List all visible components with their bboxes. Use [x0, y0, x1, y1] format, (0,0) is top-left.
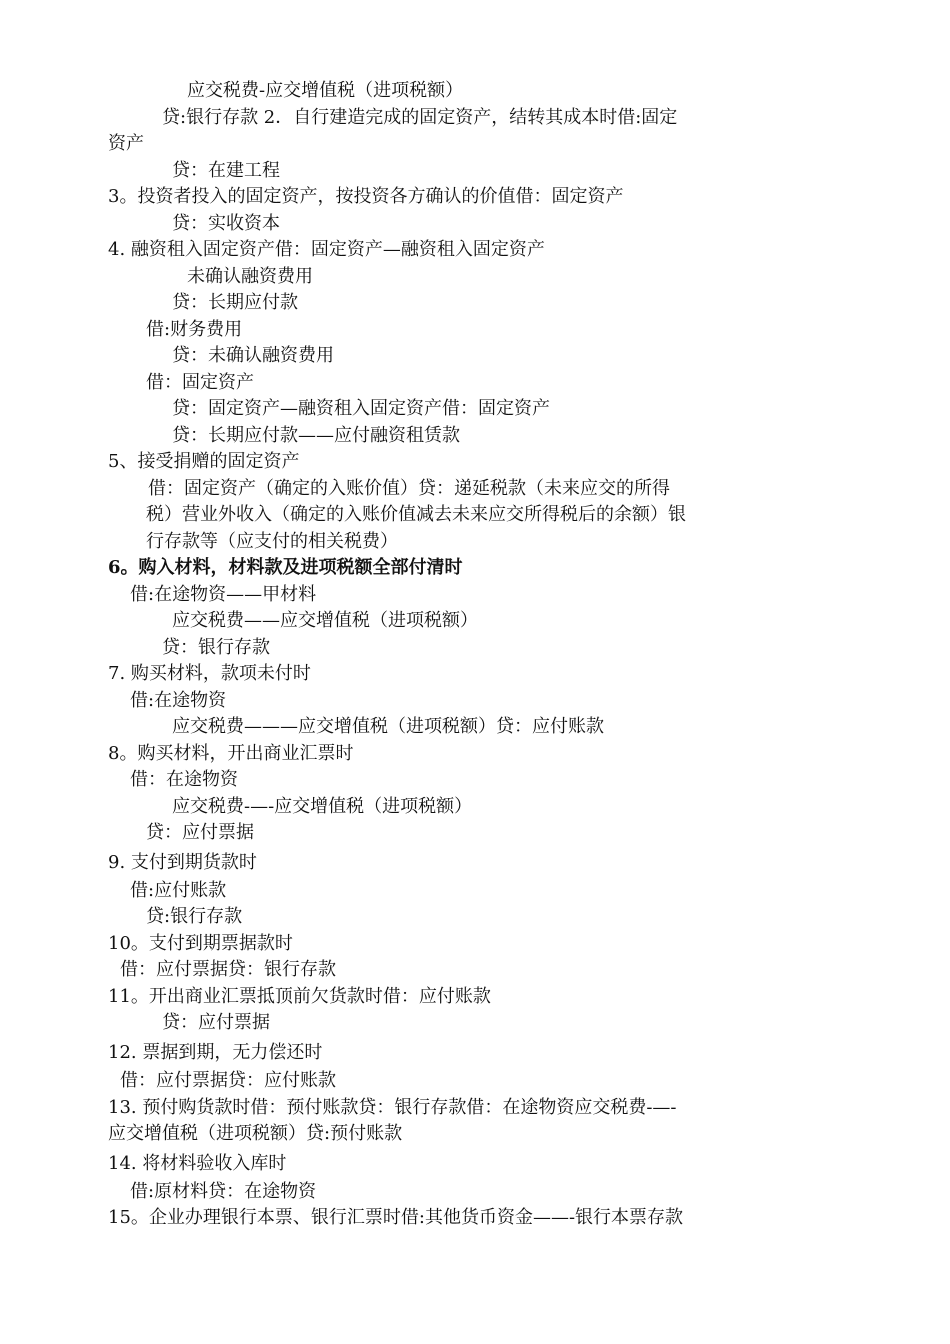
- text-line: 贷:银行存款: [146, 906, 243, 927]
- text-line: 借:财务费用: [146, 319, 243, 340]
- text-line: 贷：在建工程: [172, 160, 280, 181]
- text-line: 应交税费——应交增值税（进项税额）: [172, 610, 478, 631]
- text-line: 7. 购买材料，款项未付时: [108, 663, 311, 684]
- text-line: 贷:银行存款 2．自行建造完成的固定资产，结转其成本时借:固定: [162, 107, 678, 128]
- text-line: 贷：应付票据: [146, 822, 254, 843]
- text-line: 应交税费———应交增值税（进项税额）贷：应付账款: [172, 716, 604, 737]
- text-line: 应交增值税（进项税额）贷:预付账款: [108, 1123, 403, 1144]
- text-line: 8。购买材料，开出商业汇票时: [108, 743, 354, 764]
- text-line: 贷：应付票据: [162, 1012, 270, 1033]
- text-line: 借：应付票据贷：应付账款: [120, 1070, 336, 1091]
- text-line: 5、接受捐赠的固定资产: [108, 451, 300, 472]
- text-line: 应交税费-应交增值税（进项税额）: [187, 80, 464, 101]
- text-line: 借：固定资产: [146, 372, 254, 393]
- text-line: 贷：银行存款: [162, 637, 270, 658]
- text-line: 10。支付到期票据款时: [108, 933, 293, 954]
- text-line: 税）营业外收入（确定的入账价值减去未来应交所得税后的余额）银: [146, 504, 686, 525]
- text-line: 12. 票据到期，无力偿还时: [108, 1042, 323, 1063]
- text-line: 6。购入材料，材料款及进项税额全部付清时: [108, 557, 463, 578]
- text-line: 13. 预付购货款时借：预付账款贷：银行存款借：在途物资应交税费-—-: [108, 1097, 677, 1118]
- text-line: 贷：未确认融资费用: [172, 345, 334, 366]
- text-line: 借：在途物资: [130, 769, 238, 790]
- text-line: 借:在途物资: [130, 690, 227, 711]
- text-line: 借:在途物资——甲材料: [130, 584, 317, 605]
- text-line: 11。开出商业汇票抵顶前欠货款时借：应付账款: [108, 986, 491, 1007]
- text-line: 借:应付账款: [130, 880, 227, 901]
- text-line: 借:原材料贷：在途物资: [130, 1181, 317, 1202]
- text-line: 借：固定资产（确定的入账价值）贷：递延税款（未来应交的所得: [148, 478, 670, 499]
- text-line: 未确认融资费用: [187, 266, 313, 287]
- text-line: 9. 支付到期货款时: [108, 852, 257, 873]
- text-line: 贷：长期应付款: [172, 292, 298, 313]
- text-line: 行存款等（应支付的相关税费）: [146, 531, 398, 552]
- text-line: 3。投资者投入的固定资产，按投资各方确认的价值借：固定资产: [108, 186, 624, 207]
- text-line: 贷：实收资本: [172, 213, 280, 234]
- text-line: 应交税费-—-应交增值税（进项税额）: [172, 796, 473, 817]
- text-line: 4. 融资租入固定资产借：固定资产—融资租入固定资产: [108, 239, 545, 260]
- text-line: 贷：长期应付款——应付融资租赁款: [172, 425, 460, 446]
- text-line: 借：应付票据贷：银行存款: [120, 959, 336, 980]
- text-line: 贷：固定资产—融资租入固定资产借：固定资产: [172, 398, 550, 419]
- text-line: 资产: [108, 133, 144, 154]
- text-line: 14. 将材料验收入库时: [108, 1153, 287, 1174]
- text-line: 15。企业办理银行本票、银行汇票时借:其他货币资金——-银行本票存款: [108, 1207, 684, 1228]
